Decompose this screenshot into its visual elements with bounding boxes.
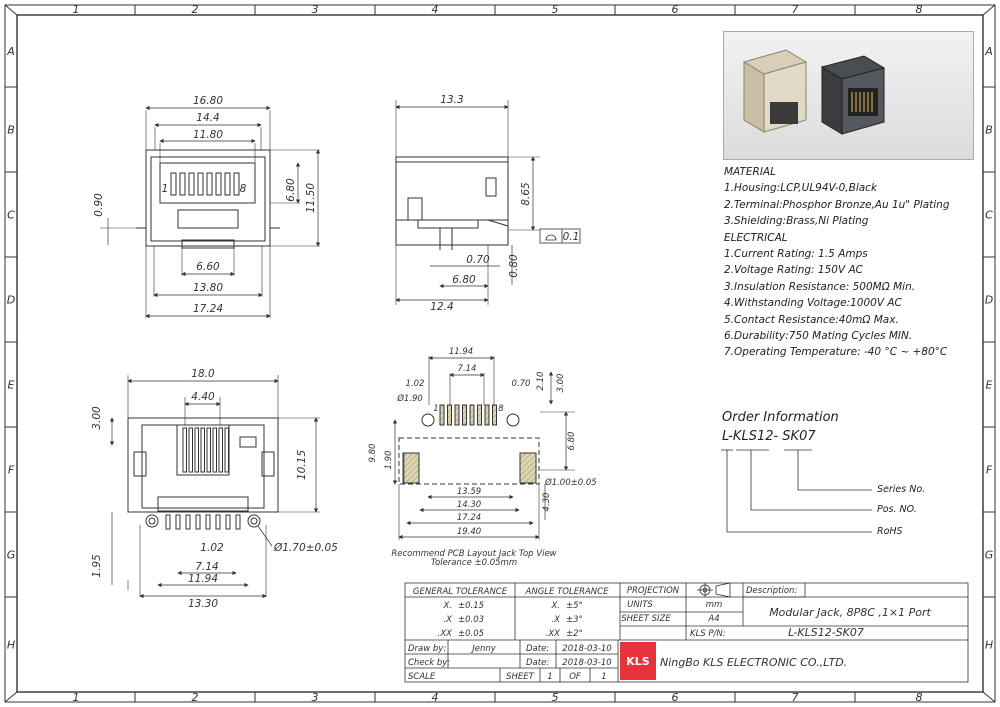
ang-tol-label: .XX [545, 629, 560, 639]
gen-tol-value: ±0.03 [458, 615, 485, 625]
side-dim-depth: 13.3 [440, 94, 464, 106]
grid-row-label-left: G [6, 548, 16, 562]
front-dim-pin-height: 0.90 [93, 193, 105, 217]
bottom-dim-width: 18.0 [191, 368, 215, 380]
grid-col-label-top: 6 [671, 3, 679, 16]
electrical-heading: ELECTRICAL [724, 231, 788, 244]
electrical-line-4: 4.Withstanding Voltage:1000V AC [724, 297, 902, 310]
layout-dim-pad-width: 0.70 [511, 379, 531, 389]
grid-col-label-top: 8 [915, 3, 923, 16]
layout-pin-1-label: 1 [433, 404, 439, 414]
of-label: OF [569, 672, 581, 682]
layout-caption: Recommend PCB Layout Jack Top View [391, 549, 557, 559]
bottom-terminal [176, 515, 180, 529]
layout-dim-small-hole: Ø1.00±0.05 [545, 478, 597, 488]
grid-row-label-right: D [984, 293, 994, 307]
pcb-pad [485, 405, 489, 425]
layout-dim-hole-diameter: Ø1.90 [397, 394, 423, 404]
units-value: mm [705, 600, 723, 610]
grid-row-label-left: C [7, 208, 15, 222]
front-contact [216, 173, 221, 195]
bottom-contact [219, 428, 223, 472]
grid-row-label-right: E [985, 378, 993, 392]
draw-by-label: Draw by: [408, 644, 447, 654]
of-number: 1 [601, 672, 607, 682]
layout-dim-hole-offset: 3.00 [556, 373, 566, 393]
layout-dim-height: 9.80 [368, 443, 378, 463]
order-title: Order Information [722, 410, 839, 425]
sheet-label: SHEET [506, 672, 534, 682]
bottom-contact [195, 428, 199, 472]
ang-tol-value: ±5° [566, 601, 583, 611]
order-label-pos: Pos. NO. [877, 504, 917, 515]
dimension-labels [91, 94, 597, 610]
front-dim-tab-width: 6.60 [196, 261, 220, 273]
product-photo [723, 31, 974, 160]
grid-row-label-left: D [6, 293, 16, 307]
layout-dim-slot: 4.30 [542, 492, 552, 512]
bottom-contact [225, 428, 229, 472]
bottom-contact [183, 428, 187, 472]
kls-pn-label: KLS P/N: [690, 629, 726, 639]
bottom-dim-post-diameter: Ø1.70±0.05 [274, 542, 338, 554]
side-dim-pin-width: 0.70 [466, 254, 490, 266]
sheet-size-label: SHEET SIZE [621, 614, 671, 624]
bottom-terminal [226, 515, 230, 529]
kls-logo: KLS [626, 655, 650, 668]
layout-dim-hole-span: 13.59 [456, 487, 482, 497]
draw-by-value: Jenny [472, 644, 496, 654]
side-dim-body-depth: 12.4 [430, 301, 454, 313]
grid-row-label-right: A [985, 45, 993, 58]
grid-col-label-bottom: 8 [915, 691, 923, 704]
bottom-dim-pin-span: 7.14 [195, 561, 219, 573]
side-dim-flatness: 0.1 [562, 231, 580, 243]
bottom-terminal [236, 515, 240, 529]
ang-tol-value: ±2° [566, 629, 583, 639]
electrical-line-3: 3.Insulation Resistance: 500MΩ Min. [724, 280, 916, 293]
front-contact [171, 173, 176, 195]
product-photo-illustration [724, 32, 973, 159]
grid-col-label-bottom: 6 [671, 691, 679, 704]
pcb-pad [470, 405, 474, 425]
grid-row-label-left: A [7, 45, 15, 58]
side-dim-height: 8.65 [520, 182, 532, 206]
bottom-dim-pin-length: 1.95 [91, 554, 103, 578]
gen-tol-value: ±0.05 [458, 629, 485, 639]
layout-dim-pad-length: 2.10 [536, 371, 546, 391]
company-name: NingBo KLS ELECTRONIC CO.,LTD. [660, 656, 848, 669]
gen-tol-label: .XX [437, 629, 452, 639]
layout-pin-8-label: 8 [498, 404, 504, 414]
electrical-line-5: 5.Contact Resistance:40mΩ Max. [724, 313, 899, 326]
layout-tolerance: Tolerance ±0.05mm [430, 558, 518, 568]
bottom-dim-post-span: 13.30 [187, 598, 219, 610]
projection-label: PROJECTION [626, 586, 680, 596]
grid-row-label-left: H [6, 638, 16, 652]
front-contact [225, 173, 230, 195]
gen-tol-label: X. [443, 601, 452, 611]
material-line-2: 2.Terminal:Phosphor Bronze,Au 1u" Plating [724, 198, 950, 211]
grid-col-label-bottom: 4 [431, 691, 439, 704]
date-label-2: Date: [526, 658, 550, 668]
order-label-rohs: RoHS [877, 526, 903, 537]
pcb-pad [493, 405, 497, 425]
ang-tol-value: ±3° [566, 615, 583, 625]
specifications [724, 164, 990, 361]
front-contact [234, 173, 239, 195]
grid-row-label-right: F [985, 463, 993, 477]
grid-row-label-right: C [985, 208, 993, 222]
material-heading: MATERIAL [724, 166, 776, 178]
order-part-number: L-KLS12- SK07 [722, 429, 816, 444]
grid-col-label-top: 7 [791, 3, 799, 16]
front-pin-1-label: 1 [161, 183, 169, 195]
bottom-terminal [186, 515, 190, 529]
bottom-dim-latch-width: 4.40 [191, 391, 215, 403]
order-leaders [721, 450, 872, 532]
material-line-3: 3.Shielding:Brass,Ni Plating [724, 215, 869, 228]
layout-dim-pitch: 1.02 [405, 379, 425, 389]
grid-col-label-bottom: 1 [72, 691, 80, 704]
sheet-size-value: A4 [708, 614, 720, 624]
bottom-contact [213, 428, 217, 472]
description-label: Description: [746, 586, 798, 596]
gen-tol-value: ±0.15 [458, 601, 485, 611]
front-pin-8-label: 8 [239, 183, 247, 195]
electrical-line-7: 7.Operating Temperature: -40 °C ~ +80°C [724, 346, 948, 359]
kls-pn-value: L-KLS12-SK07 [788, 626, 864, 639]
electrical-line-2: 2.Voltage Rating: 150V AC [724, 264, 863, 277]
layout-dim-shield-span: 17.24 [456, 513, 482, 523]
front-contact [180, 173, 185, 195]
bottom-dim-terminal-span: 11.94 [187, 573, 219, 585]
front-dim-total-width: 17.24 [192, 303, 224, 315]
scale-label: SCALE [408, 672, 436, 682]
material-line-1: 1.Housing:LCP,UL94V-0,Black [724, 182, 878, 195]
layout-dim-pitch-span: 7.14 [457, 364, 477, 374]
electrical-line-6: 6.Durability:750 Mating Cycles MIN. [724, 330, 913, 343]
front-dim-overall-height: 11.50 [305, 182, 317, 214]
grid-col-label-top: 1 [72, 3, 80, 16]
grid-row-label-left: F [7, 463, 15, 477]
date-label-1: Date: [526, 644, 550, 654]
layout-dim-slot-span: 14.30 [456, 500, 482, 510]
check-by-label: Check by: [408, 658, 451, 668]
front-contact [207, 173, 212, 195]
grid-col-label-bottom: 3 [311, 691, 319, 704]
bottom-contact [201, 428, 205, 472]
grid-col-label-top: 2 [191, 3, 199, 16]
order-label-series: Series No. [877, 484, 926, 495]
grid-col-label-top: 3 [311, 3, 319, 16]
bottom-contact [207, 428, 211, 472]
general-tolerance-heading: GENERAL TOLERANCE [412, 587, 508, 597]
front-dim-opening-height: 6.80 [285, 178, 297, 202]
pcb-pad [440, 405, 444, 425]
angle-tolerance-heading: ANGLE TOLERANCE [525, 587, 609, 597]
front-dim-base-width: 13.80 [192, 282, 224, 294]
front-dim-overall-width: 16.80 [192, 95, 224, 107]
grid-row-label-left: E [7, 378, 15, 392]
sheet-number: 1 [547, 672, 553, 682]
order-information [722, 410, 839, 444]
grid-row-label-right: B [985, 123, 993, 137]
bottom-terminal [206, 515, 210, 529]
side-view [396, 100, 580, 305]
grid-col-label-top: 5 [551, 3, 559, 16]
projection-symbol [697, 583, 730, 597]
units-label: UNITS [627, 600, 653, 610]
description-value: Modular Jack, 8P8C ,1×1 Port [769, 606, 931, 619]
draw-date: 2018-03-10 [562, 644, 612, 654]
grid-row-label-left: B [7, 123, 15, 137]
front-contact [189, 173, 194, 195]
bottom-terminal [196, 515, 200, 529]
pcb-pad [448, 405, 452, 425]
ang-tol-label: .X [551, 615, 560, 625]
layout-dim-hole-pitch: 6.80 [567, 431, 577, 451]
bottom-dim-height: 10.15 [296, 449, 308, 481]
bottom-dim-latch-height: 3.00 [91, 406, 103, 430]
bottom-terminal [166, 515, 170, 529]
grid-col-label-bottom: 5 [551, 691, 559, 704]
layout-dim-total-span: 19.40 [456, 527, 482, 537]
check-date: 2018-03-10 [562, 658, 612, 668]
front-dim-opening-width: 11.80 [192, 129, 224, 141]
grid-row-label-right: G [984, 548, 994, 562]
grid-row-label-right: H [984, 638, 994, 652]
ang-tol-label: X. [551, 601, 560, 611]
gen-tol-label: .X [443, 615, 452, 625]
grid-col-label-top: 4 [431, 3, 439, 16]
side-dim-pin-offset: 6.80 [452, 274, 476, 286]
grid-col-label-bottom: 2 [191, 691, 199, 704]
layout-dim-span: 11.94 [448, 347, 474, 357]
bottom-dim-pitch: 1.02 [200, 542, 224, 554]
electrical-line-1: 1.Current Rating: 1.5 Amps [724, 248, 868, 261]
pcb-pad [478, 405, 482, 425]
front-contact [198, 173, 203, 195]
grid-col-label-bottom: 7 [791, 691, 799, 704]
pcb-pad [463, 405, 467, 425]
front-dim-inner-width: 14.4 [196, 112, 220, 124]
layout-dim-row-offset: 1.90 [384, 450, 394, 470]
side-dim-standoff: 0.80 [508, 254, 520, 278]
pcb-pad [455, 405, 459, 425]
bottom-terminal [216, 515, 220, 529]
bottom-contact [189, 428, 193, 472]
